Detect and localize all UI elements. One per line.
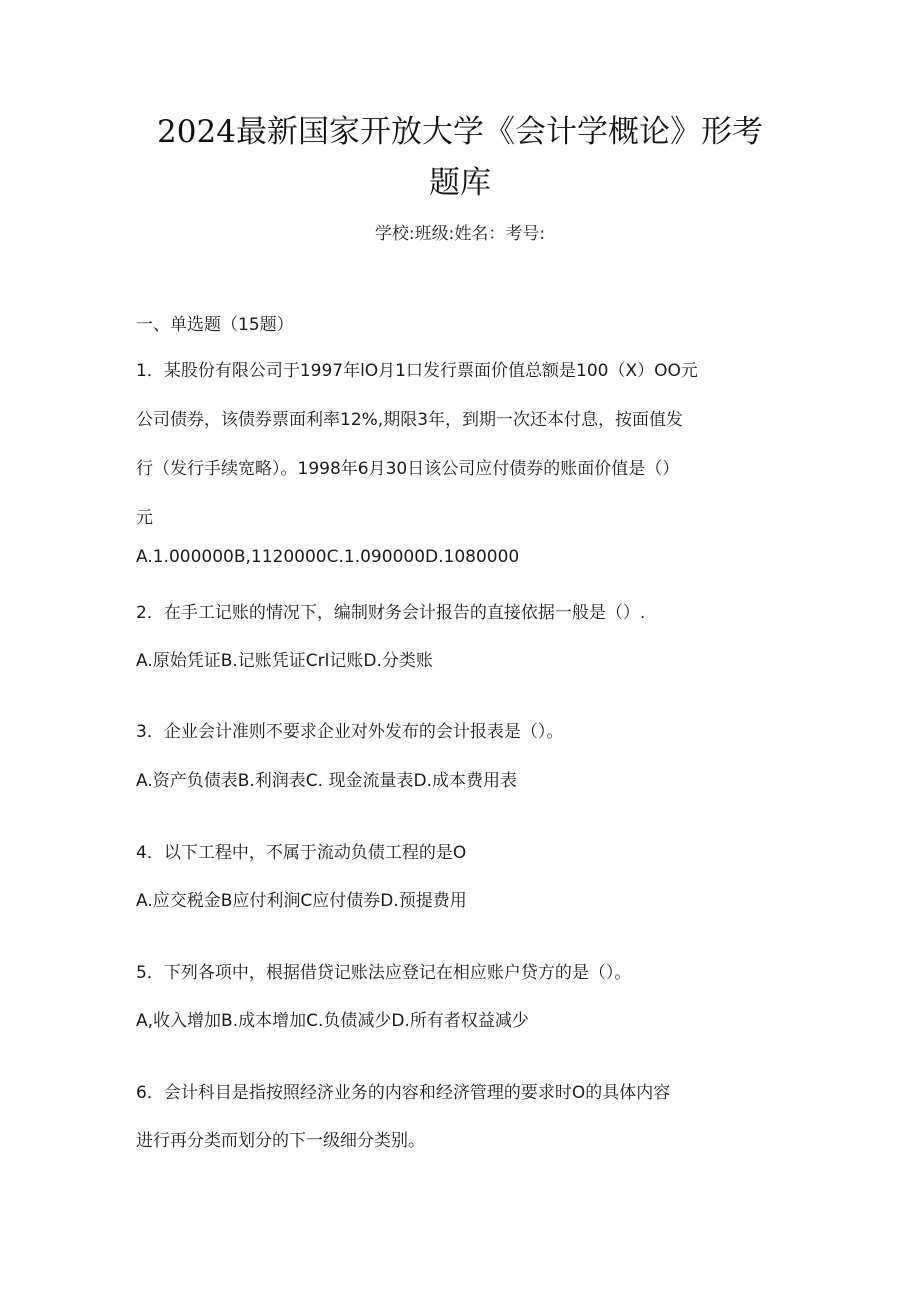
question-4-options: A.应交税金B应付利涧C应付债券D.预提费用 (136, 891, 467, 911)
question-3-options: A.资产负债表B.利润表C. 现金流量表D.成本费用表 (136, 771, 517, 791)
student-info-line: 学校:班级:姓名：考号: (374, 224, 546, 244)
question-3-stem: 3．企业会计准则不要求企业对外发布的会计报表是（）。 (136, 722, 564, 742)
question-6-stem-line-1: 6．会计科目是指按照经济业务的内容和经济管理的要求时O的具体内容 (136, 1083, 671, 1103)
question-5-options: A,收入增加B.成本增加C.负债减少D.所有者权益减少 (136, 1011, 529, 1031)
question-4-stem: 4．以下工程中，不属于流动负债工程的是O (136, 843, 467, 863)
document-title-line-1: 2024最新国家开放大学《会计学概论》形考 (157, 114, 763, 150)
question-1-options: A.1.000000B,1120000C.1.090000D.1080000 (136, 547, 520, 567)
question-2-stem: 2．在手工记账的情况下，编制财务会计报告的直接依据一般是（）. (136, 603, 646, 623)
question-1-stem-line-2: 公司债券，该债券票面利率12%,期限3年，到期一次还本付息，按面值发 (136, 410, 684, 430)
question-5-stem: 5．下列各项中，根据借贷记账法应登记在相应账户贷方的是（）。 (136, 963, 632, 983)
question-2-options: A.原始凭证B.记账凭证Crl记账D.分类账 (136, 651, 433, 671)
question-1-stem-line-4: 元 (136, 508, 153, 528)
question-6-stem-line-2: 进行再分类而划分的下一级细分类别。 (136, 1131, 425, 1151)
document-title-line-2: 题库 (429, 165, 491, 201)
question-1-stem-line-3: 行（发行手续宽略）。1998年6月30日该公司应付债券的账面价值是（） (136, 459, 680, 479)
section-heading: 一、单选题（15题） (136, 315, 294, 335)
question-1-stem-line-1: 1．某股份有限公司于1997年lO月1口发行票面价值总额是100（X）OO元 (136, 361, 698, 381)
